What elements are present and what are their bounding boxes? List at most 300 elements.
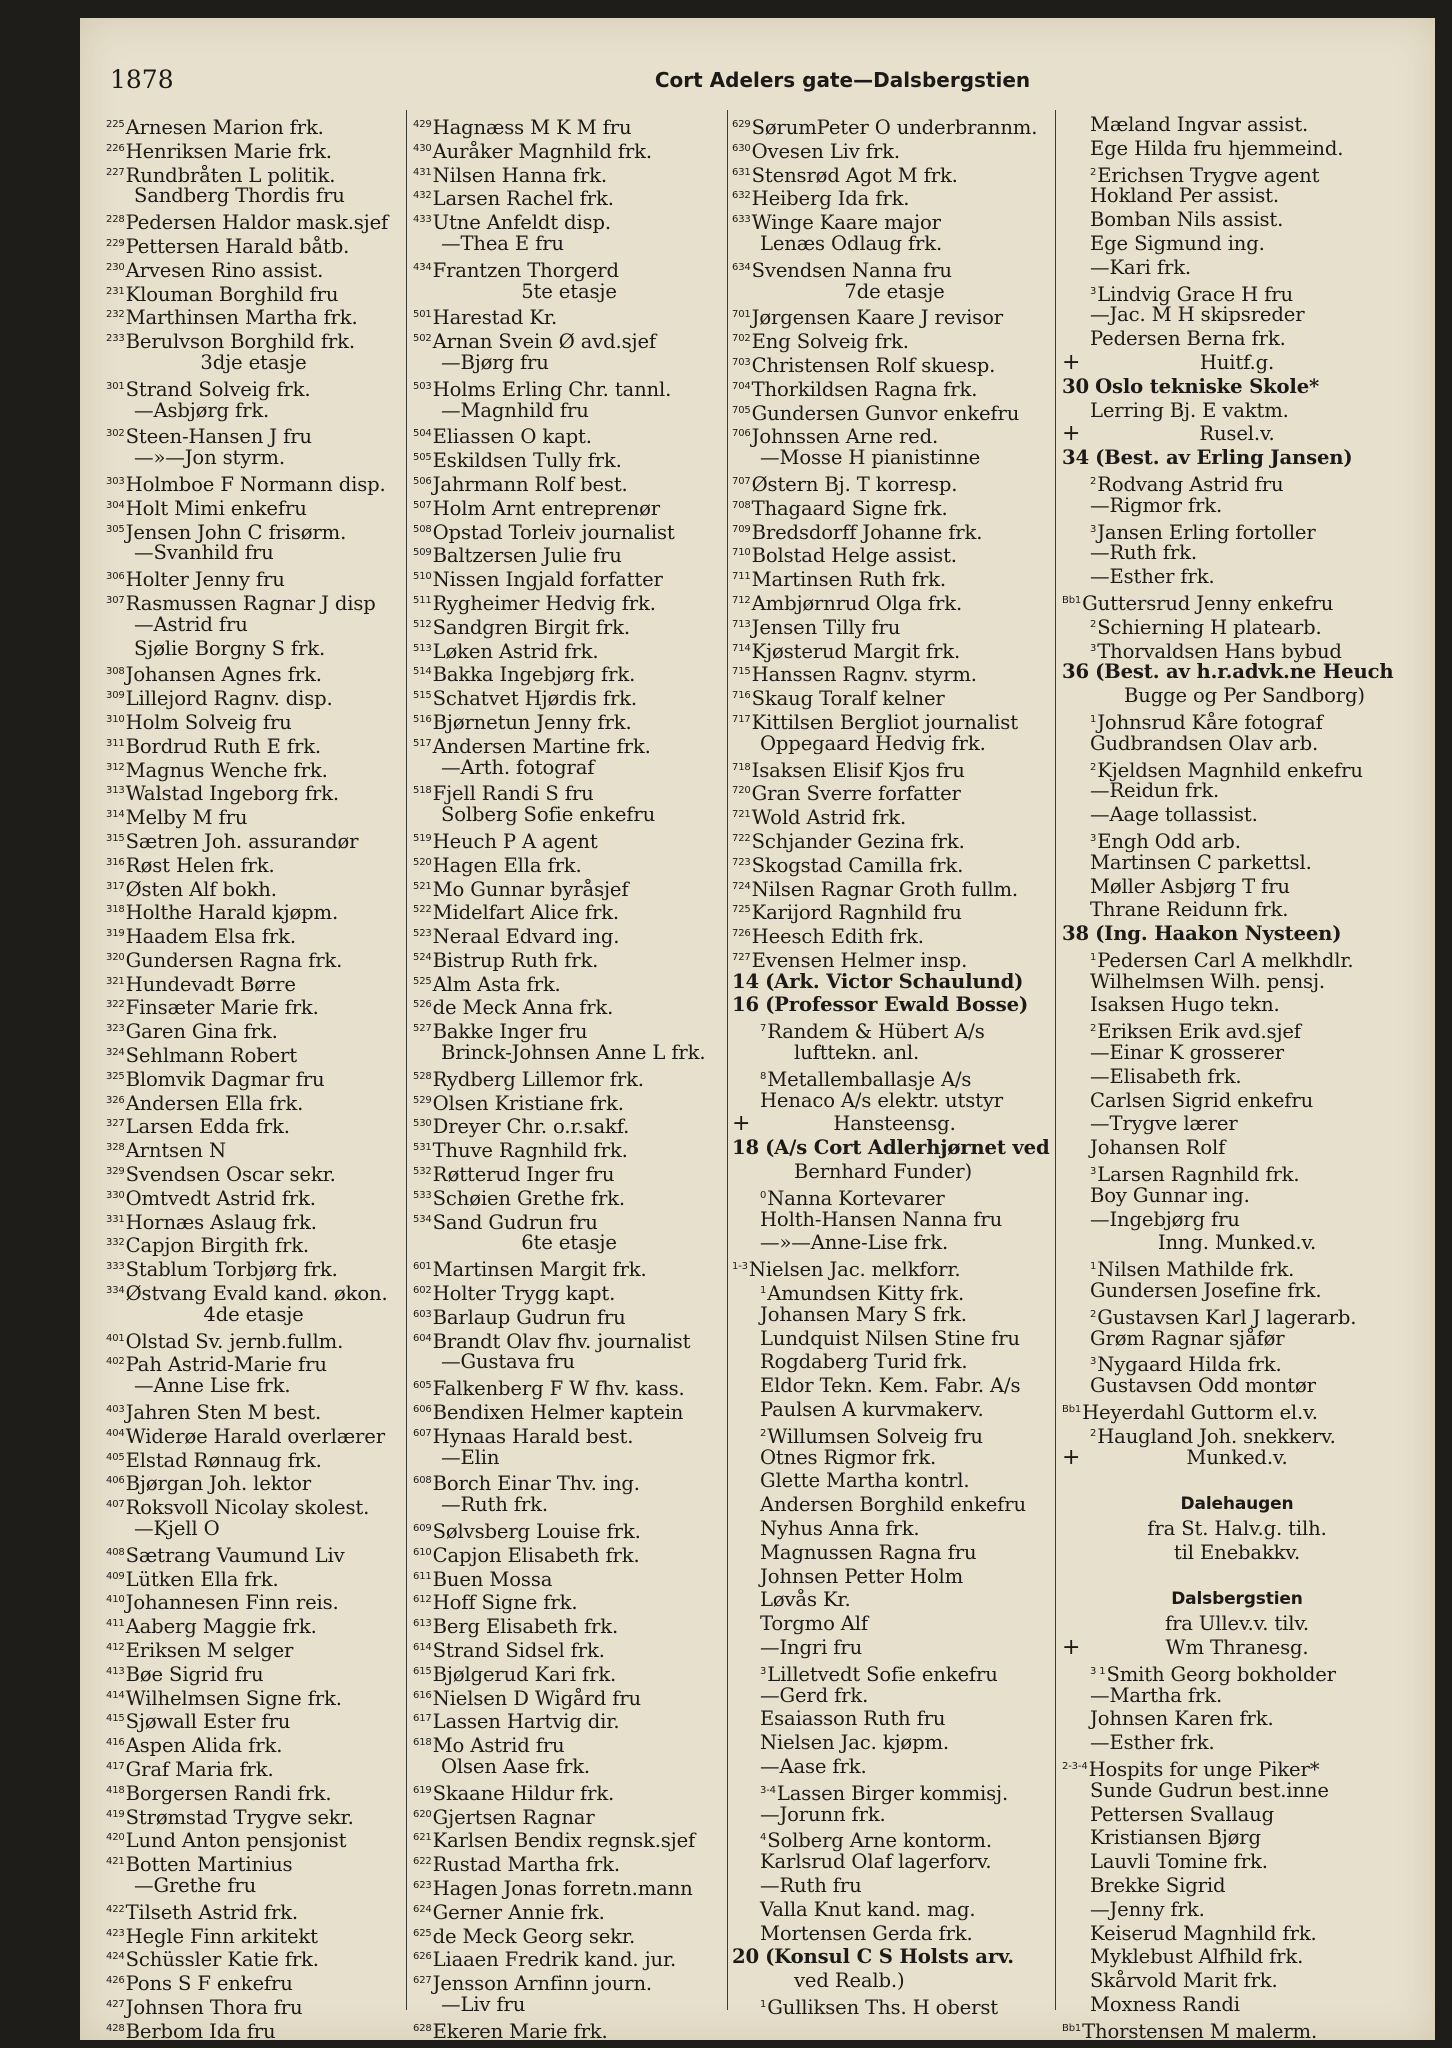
- resident-entry: [106, 184, 401, 208]
- resident-entry: [106, 1541, 401, 1565]
- apartment-number: 703: [732, 356, 751, 368]
- resident-entry: [413, 684, 725, 711]
- resident-entry: [413, 1065, 725, 1089]
- entry-text: Wm Thranesg.: [1165, 1636, 1309, 1659]
- apartment-number: 333: [106, 1261, 125, 1273]
- resident-entry: [106, 1398, 401, 1425]
- apartment-number: 329: [106, 1166, 125, 1178]
- cross-street: [732, 1112, 1057, 1136]
- apartment-number: 727: [732, 951, 751, 963]
- apartment-number: 509: [413, 547, 432, 559]
- resident-entry: [106, 1374, 401, 1398]
- entry-text: Bugge og Per Sandborg): [1124, 684, 1365, 708]
- resident-entry: [106, 494, 401, 518]
- entry-text: Brinck-Johnsen Anne L frk.: [441, 1041, 706, 1065]
- entry-text: Borch Einar Thv. ing.: [432, 1472, 640, 1496]
- entry-text: —Mosse H pianistinne: [760, 446, 981, 470]
- entry-text: Martinsen Margit frk.: [432, 1258, 647, 1282]
- resident-entry: [732, 541, 1057, 568]
- entry-text: Brandt Olav fhv. journalist: [432, 1329, 691, 1353]
- entry-text: Eng Solveig frk.: [751, 330, 909, 354]
- apartment-number: 623: [413, 1879, 432, 1891]
- resident-entry: [413, 1041, 725, 1065]
- resident-entry: [413, 756, 725, 780]
- apartment-number: 229: [106, 237, 125, 249]
- resident-entry: [413, 1850, 725, 1877]
- apartment-number: 718: [732, 761, 751, 773]
- apartment-number: 424: [106, 1951, 125, 1963]
- apartment-number: 328: [106, 1142, 125, 1154]
- apartment-number: 320: [106, 951, 125, 963]
- apartment-number: 513: [413, 642, 432, 654]
- entry-text: Gerner Annie frk.: [432, 1900, 605, 1924]
- resident-entry: [413, 1374, 725, 1401]
- apartment-number: 2: [1090, 761, 1097, 773]
- apartment-number: 604: [413, 1332, 432, 1344]
- apartment-number: 709: [732, 523, 751, 535]
- resident-entry: [413, 779, 725, 806]
- entry-text: —Thea E fru: [441, 231, 564, 255]
- resident-entry: [1062, 1993, 1412, 2017]
- apartment-number: 403: [106, 1404, 125, 1416]
- resident-entry: [413, 541, 725, 568]
- entry-text: til Enebakkv.: [1173, 1540, 1301, 1564]
- resident-entry: [106, 256, 401, 280]
- entry-text: 7de etasje: [844, 279, 945, 303]
- apartment-number: 714: [732, 642, 751, 654]
- resident-entry: [413, 2017, 725, 2041]
- resident-entry: [106, 1184, 401, 1208]
- entry-text: —Jorunn frk.: [760, 1802, 886, 1826]
- entry-text: Holm Solveig fru: [125, 710, 292, 734]
- entry-text: —Jac. M H skipsreder: [1090, 303, 1305, 327]
- entry-text: Holthe Harald kjøpm.: [125, 901, 339, 925]
- resident-entry: [732, 1874, 1057, 1898]
- resident-entry: [1062, 708, 1412, 732]
- apartment-number: 616: [413, 1689, 432, 1701]
- resident-entry: [1062, 1660, 1412, 1684]
- section-label: [1062, 1517, 1412, 1541]
- resident-entry: [1062, 1327, 1412, 1351]
- apartment-number: 712: [732, 594, 751, 606]
- resident-entry: [106, 922, 401, 949]
- entry-text: Hegle Finn arkitekt: [125, 1924, 318, 1948]
- entry-text: Rundbråten L politik.: [125, 163, 336, 187]
- entry-text: Inng. Munked.v.: [1157, 1231, 1317, 1255]
- street-heading: [1062, 1588, 1412, 1612]
- entry-text: de Meck Georg sekr.: [432, 1924, 636, 1948]
- resident-entry: [106, 803, 401, 830]
- resident-entry: [732, 446, 1057, 470]
- entry-text: Heesch Edith frk.: [751, 925, 924, 949]
- entry-text: Røst Helen frk.: [125, 853, 275, 877]
- resident-entry: [106, 1208, 401, 1232]
- resident-entry: [413, 208, 725, 235]
- entry-text: Ekeren Marie frk.: [432, 2019, 608, 2043]
- entry-text: —Gustava fru: [441, 1350, 575, 1374]
- entry-text: Ege Hilda fru hjemmeind.: [1090, 136, 1344, 160]
- resident-entry: [413, 303, 725, 330]
- apartment-number: 303: [106, 475, 125, 487]
- resident-entry: [106, 1350, 401, 1377]
- apartment-number: 2-3-4: [1062, 1760, 1088, 1772]
- resident-entry: [106, 327, 401, 354]
- apartment-number: 325: [106, 1070, 125, 1082]
- apartment-number: 711: [732, 571, 751, 583]
- resident-entry: [106, 518, 401, 542]
- resident-entry: [106, 1493, 401, 1520]
- entry-text: Thorkildsen Ragna frk.: [751, 377, 978, 401]
- entry-text: Falkenberg F W fhv. kass.: [432, 1377, 685, 1401]
- apartment-number: 416: [106, 1737, 125, 1749]
- entry-text: Rusel.v.: [1199, 422, 1275, 446]
- cross-street: [1062, 351, 1412, 375]
- apartment-number: Bb1: [1062, 1404, 1082, 1416]
- resident-entry: [413, 1922, 725, 1946]
- resident-entry: [413, 993, 725, 1020]
- apartment-number: 716: [732, 690, 751, 702]
- entry-text: Lindvig Grace H fru: [1097, 282, 1293, 306]
- cross-street: [1062, 1446, 1412, 1470]
- resident-entry: [1062, 1089, 1412, 1113]
- entry-text: Baltzersen Julie fru: [432, 544, 622, 568]
- resident-entry: [106, 1279, 401, 1306]
- entry-text: Auråker Magnhild frk.: [432, 139, 652, 163]
- entry-text: Aspen Alida frk.: [125, 1734, 283, 1758]
- entry-text: Holth-Hansen Nanna fru: [760, 1207, 1003, 1231]
- entry-text: Svendsen Oscar sekr.: [125, 1163, 336, 1187]
- apartment-number: 3 1: [1090, 1665, 1106, 1677]
- entry-text: —Magnhild fru: [441, 398, 589, 422]
- apartment-number: 622: [413, 1856, 432, 1868]
- entry-text: —Astrid fru: [134, 612, 248, 636]
- apartment-number: 702: [732, 333, 751, 345]
- building-number: 34: [1062, 446, 1089, 470]
- resident-entry: [1062, 137, 1412, 161]
- street-heading: [1062, 1493, 1412, 1517]
- entry-text: 3dje etasje: [200, 350, 307, 374]
- entry-text: Bistrup Ruth frk.: [432, 948, 599, 972]
- entry-text: Winge Kaare major: [751, 211, 941, 235]
- resident-entry: [106, 732, 401, 756]
- resident-entry: [1062, 827, 1412, 851]
- apartment-number: 3-4: [760, 1784, 776, 1796]
- resident-entry: [732, 1327, 1057, 1351]
- resident-entry: [106, 161, 401, 185]
- resident-entry: [106, 1636, 401, 1660]
- entry-text: Melby M fru: [125, 806, 248, 830]
- entry-text: 6te etasje: [521, 1231, 617, 1255]
- entry-text: Rodvang Astrid fru: [1097, 472, 1284, 496]
- resident-entry: [1062, 1255, 1412, 1282]
- apartment-number: 511: [413, 594, 432, 606]
- resident-entry: [413, 232, 725, 256]
- resident-entry: [413, 898, 725, 925]
- apartment-number: 526: [413, 999, 432, 1011]
- apartment-number: 519: [413, 832, 432, 844]
- entry-text: Skårvold Marit frk.: [1090, 1969, 1278, 1993]
- entry-text: Jensen Tilly fru: [751, 615, 901, 639]
- entry-text: Østern Bj. T korresp.: [751, 472, 958, 496]
- resident-entry: [106, 1684, 401, 1708]
- entry-text: Henriksen Marie frk.: [125, 139, 332, 163]
- resident-entry: [732, 851, 1057, 875]
- resident-entry: [413, 1684, 725, 1708]
- apartment-number: 626: [413, 1951, 432, 1963]
- resident-entry: [1062, 875, 1412, 899]
- resident-entry: [106, 565, 401, 592]
- apartment-number: 3: [1090, 523, 1097, 535]
- resident-entry: [413, 1327, 725, 1351]
- entry-text: Schatvet Hjørdis frk.: [432, 687, 637, 711]
- resident-entry: [1062, 779, 1412, 803]
- entry-text: Myklebust Alfhild frk.: [1090, 1945, 1304, 1969]
- entry-text: Utne Anfeldt disp.: [432, 211, 611, 235]
- entry-text: Smith Georg bokholder: [1106, 1662, 1336, 1686]
- apartment-number: 7: [760, 1023, 767, 1035]
- entry-text: Berbom Ida fru: [125, 2019, 276, 2043]
- apartment-number: 3: [1090, 642, 1097, 654]
- apartment-number: 230: [106, 261, 125, 273]
- entry-text: Johnsen Thora fru: [125, 1995, 303, 2019]
- resident-entry: [732, 1565, 1057, 1589]
- entry-text: de Meck Anna frk.: [432, 996, 614, 1020]
- entry-text: Johansen Rolf: [1090, 1136, 1226, 1160]
- apartment-number: 530: [413, 1118, 432, 1130]
- resident-entry: [106, 660, 401, 687]
- apartment-number: 407: [106, 1499, 125, 1511]
- entry-text: Pedersen Carl A melkhdlr.: [1097, 948, 1354, 972]
- apartment-number: 2: [1090, 1023, 1097, 1035]
- entry-text: Andersen Ella frk.: [125, 1091, 304, 1115]
- resident-entry: [106, 422, 401, 449]
- resident-entry: [732, 327, 1057, 354]
- apartment-number: 525: [413, 975, 432, 987]
- entry-text: Solberg Sofie enkefru: [441, 803, 656, 827]
- entry-text: Svendsen Nanna fru: [751, 258, 952, 282]
- resident-entry: [106, 589, 401, 613]
- entry-text: Nissen Ingjald forfatter: [432, 568, 663, 592]
- resident-entry: [413, 946, 725, 970]
- resident-entry: [1062, 1184, 1412, 1208]
- resident-entry: [413, 1945, 725, 1972]
- apartment-number: 232: [106, 309, 125, 321]
- resident-entry: [1062, 732, 1412, 756]
- resident-entry: [1062, 756, 1412, 780]
- entry-text: Nilsen Ragnar Groth fullm.: [751, 877, 1018, 901]
- crossing-icon: +: [1062, 421, 1081, 447]
- apartment-number: 429: [413, 119, 432, 130]
- building-number-row: [732, 1945, 1057, 1969]
- entry-text: Willumsen Solveig fru: [767, 1424, 983, 1448]
- entry-text: —Elin: [441, 1445, 500, 1469]
- apartment-number: 0: [760, 1189, 767, 1201]
- apartment-number: 415: [106, 1713, 125, 1725]
- entry-text: Sætrang Vaumund Liv: [125, 1543, 345, 1567]
- crossing-icon: +: [1062, 349, 1081, 375]
- entry-text: SørumPeter O underbrannm.: [751, 116, 1038, 139]
- resident-entry: [413, 1160, 725, 1187]
- entry-text: —Esther frk.: [1090, 1731, 1215, 1755]
- entry-text: Gustavsen Karl J lagerarb.: [1097, 1305, 1357, 1329]
- entry-text: Hundevadt Børre: [125, 972, 296, 996]
- page-number: 1878: [110, 65, 174, 94]
- resident-entry: [732, 1731, 1057, 1755]
- entry-text: Nielsen D Wigård fru: [432, 1686, 642, 1710]
- apartment-number: 421: [106, 1856, 125, 1868]
- resident-entry: [413, 565, 725, 592]
- entry-text: —Grethe fru: [134, 1873, 257, 1897]
- apartment-number: 307: [106, 594, 125, 606]
- apartment-number: 317: [106, 880, 125, 892]
- entry-text: Guttersrud Jenny enkefru: [1082, 591, 1334, 615]
- entry-text: ved Realb.): [794, 1969, 905, 1993]
- resident-entry: [1062, 399, 1412, 423]
- apartment-number: 3: [1090, 285, 1097, 297]
- resident-entry: [413, 1279, 725, 1306]
- resident-entry: [1062, 1136, 1412, 1160]
- entry-text: Olstad Sv. jernb.fullm.: [125, 1329, 344, 1353]
- entry-text: Nanna Kortevarer: [767, 1186, 945, 1210]
- resident-entry: [732, 1588, 1057, 1612]
- apartment-number: 527: [413, 1023, 432, 1035]
- entry-text: Otnes Rigmor frk.: [760, 1445, 937, 1469]
- resident-entry: [1062, 184, 1412, 208]
- apartment-number: 432: [413, 190, 432, 202]
- entry-text: Bakke Inger fru: [432, 1020, 588, 1044]
- entry-text: Christensen Rolf skuesp.: [751, 353, 996, 377]
- entry-text: Fjell Randi S fru: [432, 782, 594, 806]
- entry-text: Sunde Gudrun best.inne: [1090, 1778, 1329, 1802]
- apartment-number: 413: [106, 1665, 125, 1677]
- entry-text: Hagnæss M K M fru: [432, 116, 632, 139]
- entry-text: Bjølgerud Kari frk.: [432, 1662, 617, 1686]
- resident-entry: [732, 232, 1057, 256]
- entry-text: —Aage tollassist.: [1090, 803, 1258, 827]
- apartment-number: 723: [732, 856, 751, 868]
- apartment-number: 321: [106, 975, 125, 987]
- apartment-number: 524: [413, 951, 432, 963]
- resident-entry: [413, 589, 725, 613]
- entry-text: Ambjørnrud Olga frk.: [751, 591, 963, 615]
- entry-text: Rasmussen Ragnar J disp: [125, 591, 376, 615]
- apartment-number: 504: [413, 428, 432, 440]
- entry-text: Walstad Ingeborg frk.: [125, 782, 339, 806]
- entry-text: —Einar K grosserer: [1090, 1041, 1284, 1065]
- entry-text: Buen Mossa: [432, 1567, 553, 1591]
- resident-entry: [732, 351, 1057, 375]
- resident-entry: [413, 660, 725, 687]
- apartment-number: 302: [106, 428, 125, 440]
- resident-entry: [1062, 280, 1412, 304]
- entry-text: Johnsen Petter Holm: [760, 1564, 964, 1588]
- entry-text: 4de etasje: [203, 1302, 304, 1326]
- entry-text: Haadem Elsa frk.: [125, 925, 296, 949]
- apartment-number: 724: [732, 880, 751, 892]
- resident-entry: [413, 1422, 725, 1446]
- resident-entry: [413, 1803, 725, 1827]
- apartment-number: 402: [106, 1356, 125, 1368]
- resident-entry: [106, 280, 401, 304]
- resident-entry: [413, 1184, 725, 1208]
- apartment-number: 427: [106, 1998, 125, 2010]
- apartment-number: 225: [106, 119, 125, 130]
- entry-text: Nygaard Hilda frk.: [1097, 1353, 1282, 1377]
- entry-text: Oslo tekniske Skole*: [1095, 374, 1320, 398]
- resident-entry: [732, 1065, 1057, 1089]
- apartment-number: 1: [1090, 951, 1097, 963]
- resident-entry: [413, 613, 725, 637]
- resident-entry: [1062, 1041, 1412, 1065]
- section-label: [1062, 1231, 1412, 1255]
- entry-text: Skaane Hildur frk.: [432, 1781, 615, 1805]
- apartment-number: 508: [413, 523, 432, 535]
- apartment-number: 423: [106, 1927, 125, 1939]
- entry-text: Eriksen Erik avd.sjef: [1097, 1020, 1301, 1044]
- apartment-number: 607: [413, 1427, 432, 1439]
- apartment-number: 319: [106, 928, 125, 940]
- resident-entry: [106, 946, 401, 970]
- entry-text: Thuve Ragnhild frk.: [432, 1139, 628, 1163]
- apartment-number: 534: [413, 1213, 432, 1225]
- resident-entry: [732, 565, 1057, 592]
- resident-entry: [1062, 1755, 1412, 1779]
- entry-text: Dalsbergstien: [1171, 1589, 1303, 1610]
- entry-text: —Kari frk.: [1090, 255, 1191, 279]
- resident-entry: [1062, 1803, 1412, 1827]
- apartment-number: 633: [732, 214, 751, 226]
- entry-text: Brekke Sigrid: [1090, 1873, 1226, 1897]
- apartment-number: 713: [732, 618, 751, 630]
- resident-entry: [413, 1017, 725, 1044]
- resident-entry: [1062, 684, 1412, 708]
- resident-entry: [106, 779, 401, 806]
- apartment-number: 428: [106, 2022, 125, 2034]
- resident-entry: [413, 1588, 725, 1615]
- resident-entry: [732, 208, 1057, 235]
- entry-text: Andersen Martine frk.: [432, 734, 651, 758]
- apartment-number: 1: [1090, 713, 1097, 725]
- resident-entry: [106, 1160, 401, 1187]
- resident-entry: [1062, 232, 1412, 256]
- crossing-icon: +: [1062, 1635, 1081, 1660]
- resident-entry: [106, 399, 401, 423]
- entry-text: Mo Astrid fru: [432, 1734, 565, 1758]
- resident-entry: [732, 1422, 1057, 1446]
- apartment-number: 608: [413, 1475, 432, 1487]
- entry-text: Borgersen Randi frk.: [125, 1781, 332, 1805]
- apartment-number: 405: [106, 1451, 125, 1463]
- apartment-number: 706: [732, 428, 751, 440]
- resident-entry: [732, 1184, 1057, 1208]
- resident-entry: [732, 613, 1057, 637]
- apartment-number: 1: [760, 1285, 767, 1297]
- resident-entry: [106, 1231, 401, 1258]
- apartment-number: 514: [413, 666, 432, 678]
- apartment-number: 2: [1090, 1308, 1097, 1320]
- entry-text: Isaksen Elisif Kjos fru: [751, 758, 965, 782]
- entry-text: Ege Sigmund ing.: [1090, 231, 1265, 255]
- apartment-number: 315: [106, 832, 125, 844]
- entry-text: Pedersen Berna frk.: [1090, 327, 1286, 351]
- resident-entry: [413, 1493, 725, 1517]
- resident-entry: [1062, 1017, 1412, 1044]
- entry-text: Sjøwall Ester fru: [125, 1710, 291, 1734]
- apartment-number: 419: [106, 1808, 125, 1820]
- resident-entry: [1062, 494, 1412, 518]
- entry-text: Huitf.g.: [1199, 350, 1275, 374]
- entry-text: Bakka Ingebjørg frk.: [432, 663, 636, 687]
